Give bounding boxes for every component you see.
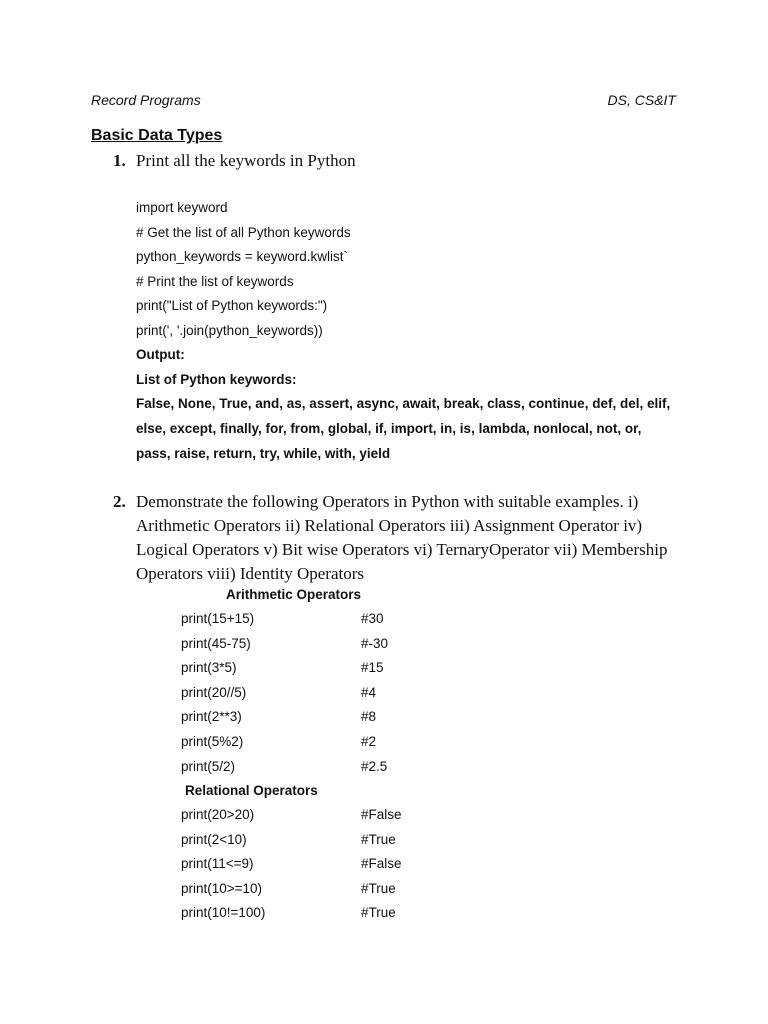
op-code: print(2**3) xyxy=(181,709,242,725)
op-code: print(3*5) xyxy=(181,660,237,676)
code-line: print(', '.join(python_keywords)) xyxy=(136,322,323,338)
output-label: Output: xyxy=(136,347,185,362)
header-left-text: Record Programs xyxy=(91,92,201,108)
code-line: # Print the list of keywords xyxy=(136,273,294,289)
relational-operators-heading: Relational Operators xyxy=(185,783,318,798)
code-line: import keyword xyxy=(136,200,228,215)
op-result: #4 xyxy=(361,684,377,700)
op-code: print(20//5) xyxy=(181,684,247,700)
op-result: #2 xyxy=(361,733,377,749)
op-code: print(10!=100) xyxy=(181,905,266,921)
op-result: #False xyxy=(361,807,402,822)
op-result: #8 xyxy=(361,709,377,725)
op-code: print(10>=10) xyxy=(181,880,263,896)
op-result: #True xyxy=(361,905,396,921)
op-result: #True xyxy=(361,831,396,847)
op-code: print(5/2) xyxy=(181,758,236,774)
section-title: Basic Data Types xyxy=(91,127,223,144)
code-line: python_keywords = keyword.kwlist` xyxy=(136,249,348,264)
question-2-number: 2. xyxy=(113,492,126,511)
output-title: List of Python keywords: xyxy=(136,371,297,387)
op-result: #-30 xyxy=(361,635,389,651)
op-code: print(5%2) xyxy=(181,733,244,749)
op-result: #15 xyxy=(361,660,384,676)
op-code: print(15+15) xyxy=(181,611,255,626)
code-line: # Get the list of all Python keywords xyxy=(136,224,351,240)
question-1-code-block xyxy=(136,196,696,466)
question-1-number: 1. xyxy=(113,151,126,170)
op-code: print(20>20) xyxy=(181,807,255,822)
op-code: print(45-75) xyxy=(181,635,251,651)
op-result: #True xyxy=(361,880,396,896)
op-result: #30 xyxy=(361,611,384,626)
op-code: print(11<=9) xyxy=(181,856,254,872)
question-1-text: Print all the keywords in Python xyxy=(136,151,356,170)
op-result: #2.5 xyxy=(361,758,388,774)
code-line: print("List of Python keywords:") xyxy=(136,298,328,313)
op-code: print(2<10) xyxy=(181,831,247,847)
op-result: #False xyxy=(361,856,402,872)
output-keywords-text: False, None, True, and, as, assert, async, await, break, class, continue, def, del, elif, else, except, finally, for, from, global, if, import, in, is, lambda, nonlocal, not, or, pass, raise, return, try, while, with, yield xyxy=(136,396,671,461)
arithmetic-operators-heading: Arithmetic Operators xyxy=(226,587,362,602)
header-right-text: DS, CS&IT xyxy=(607,92,676,108)
question-2-text: Demonstrate the following Operators in Python with suitable examples. i) Arithmetic Operators ii) Relational Operators iii) Assignment Operator iv) Logical Operators v) Bit wise Operators vi) TernaryOperator vii) Membership Operators viii) Identity Operators xyxy=(136,492,668,583)
